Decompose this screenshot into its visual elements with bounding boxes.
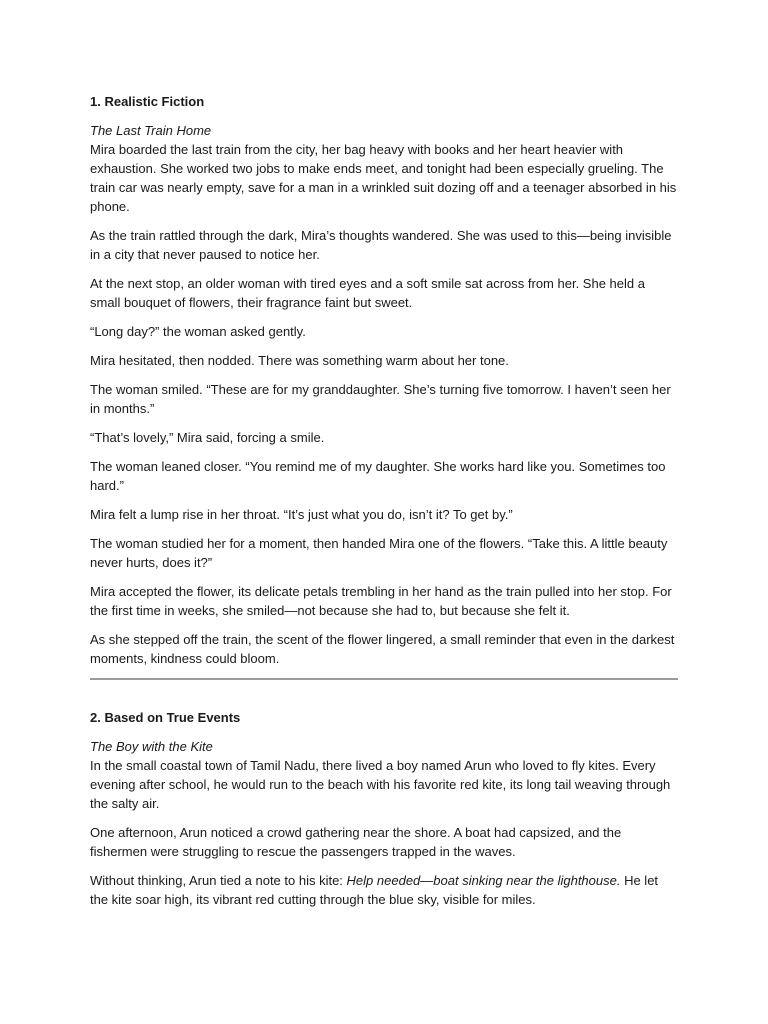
paragraph: “That’s lovely,” Mira said, forcing a smile. — [90, 430, 325, 445]
paragraph: The woman smiled. “These are for my granddaughter. She’s turning five tomorrow. I haven’t seen her in months.” — [90, 382, 671, 416]
section-heading: 1. Realistic Fiction — [90, 94, 205, 109]
paragraph: “Long day?” the woman asked gently. — [90, 324, 306, 339]
section-realistic-fiction — [90, 92, 678, 668]
paragraph: Mira felt a lump rise in her throat. “It’s just what you do, isn’t it? To get by.” — [90, 507, 513, 522]
section-based-on-true-events — [90, 708, 678, 909]
paragraph: As she stepped off the train, the scent of the flower lingered, a small reminder that even in the darkest moments, kindness could bloom. — [90, 632, 675, 666]
story-title: The Last Train Home — [90, 123, 212, 138]
paragraph: The woman studied her for a moment, then handed Mira one of the flowers. “Take this. A little beauty never hurts, does it?” — [90, 536, 668, 570]
paragraph — [90, 871, 678, 909]
paragraph: One afternoon, Arun noticed a crowd gathering near the shore. A boat had capsized, and the fishermen were struggling to rescue the passengers trapped in the waves. — [90, 825, 622, 859]
document-page — [90, 92, 678, 919]
paragraph: At the next stop, an older woman with tired eyes and a soft smile sat across from her. She held a small bouquet of flowers, their fragrance faint but sweet. — [90, 276, 645, 310]
paragraph: In the small coastal town of Tamil Nadu, there lived a boy named Arun who loved to fly kites. Every evening after school, he would run to the beach with his favorite red kite, its long tail weaving through the salty air. — [90, 758, 671, 811]
story-title: The Boy with the Kite — [90, 739, 213, 754]
paragraph: Mira accepted the flower, its delicate petals trembling in her hand as the train pulled into her stop. For the first time in weeks, she smiled—not because she had to, but because she felt it. — [90, 584, 672, 618]
paragraph: The woman leaned closer. “You remind me of my daughter. She works hard like you. Sometimes too hard.” — [90, 459, 666, 493]
section-divider — [90, 678, 678, 680]
paragraph: As the train rattled through the dark, Mira’s thoughts wandered. She was used to this—being invisible in a city that never paused to notice her. — [90, 228, 672, 262]
paragraph-text: He let the kite soar high, its vibrant red cutting through the blue sky, visible for miles. — [90, 873, 659, 907]
italic-note-text: Help needed—boat sinking near the lighthouse. — [346, 873, 621, 888]
paragraph: Mira boarded the last train from the city, her bag heavy with books and her heart heavier with exhaustion. She worked two jobs to make ends meet, and tonight had been especially grueling. The train car was nearly empty, save for a man in a wrinkled suit dozing off and a teenager absorbed in his phone. — [90, 142, 677, 214]
paragraph-text: Without thinking, Arun tied a note to his kite: — [90, 873, 347, 888]
paragraph: Mira hesitated, then nodded. There was something warm about her tone. — [90, 353, 509, 368]
section-heading: 2. Based on True Events — [90, 710, 241, 725]
